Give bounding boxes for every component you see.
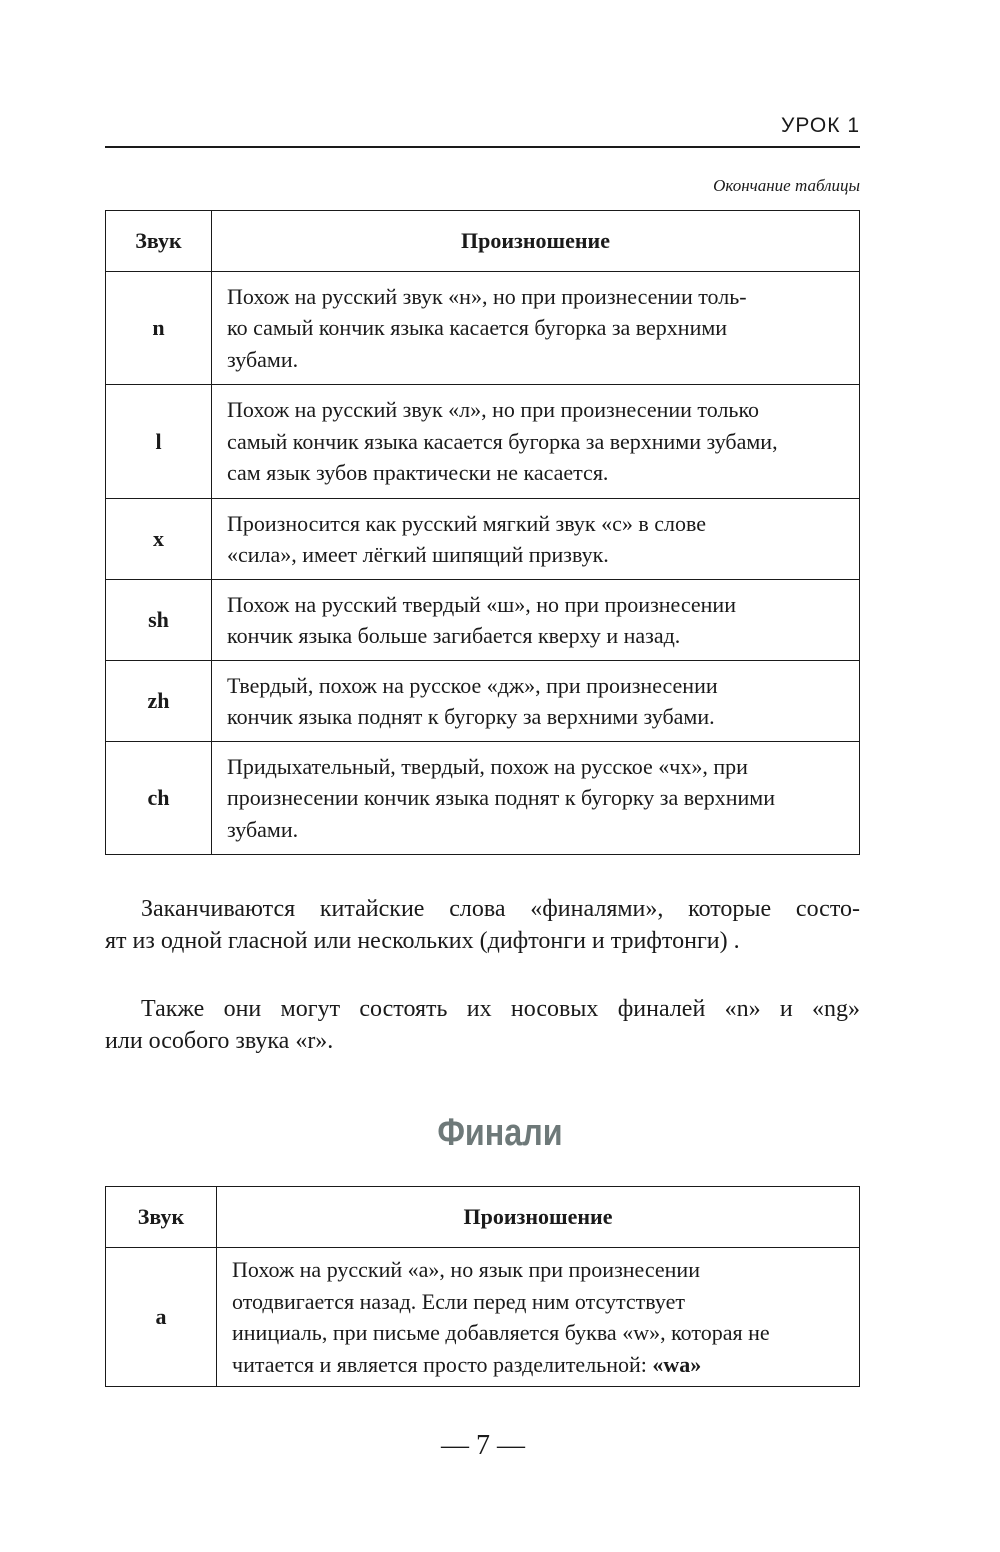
text-line: Заканчиваются китайские слова «финалями», которые состо-: [141, 896, 860, 922]
text-line-content: ко самый кончик языка касается бугорка за верхними: [227, 315, 728, 341]
text-line-content: отодвигается назад. Если перед ним отсутствует: [232, 1288, 685, 1314]
example-syllable: «wa»: [652, 1351, 702, 1377]
table-caption: Окончание таблицы: [713, 176, 860, 195]
text-line: [227, 814, 847, 846]
text-line: [232, 1286, 847, 1318]
table-row: [106, 742, 860, 855]
text-line: Также они могут состоять их носовых финалей «n» и «ng»: [141, 996, 860, 1022]
table-row: [106, 499, 860, 580]
text-line: или особого звука «r».: [105, 1028, 334, 1054]
text-line: [227, 701, 847, 733]
column-header-pronunciation: Произношение: [212, 211, 860, 272]
text-line: [232, 1254, 847, 1286]
paragraph-nasal-finals: [105, 993, 860, 1057]
table-row: [106, 1248, 860, 1387]
section-title: Финали: [437, 1112, 563, 1154]
pronunciation-cell: [217, 1248, 860, 1387]
text-line: [227, 589, 847, 621]
text-line-content: Похож на русский твердый «ш», но при произнесении: [227, 591, 736, 617]
sound-cell: ch: [106, 742, 212, 855]
text-line-content: зубами.: [227, 816, 299, 842]
column-header-sound: Звук: [106, 1187, 217, 1248]
text-line-content: Произносится как русский мягкий звук «с» в слове: [227, 510, 706, 536]
table-row: [106, 385, 860, 499]
text-line: [227, 782, 847, 814]
initials-table-continued: [105, 210, 860, 855]
text-line: [227, 539, 847, 571]
running-title: УРОК 1: [781, 114, 860, 137]
text-line-content: кончик языка больше загибается кверху и назад.: [227, 623, 681, 648]
text-line-content: сам язык зубов практически не касается.: [227, 460, 609, 486]
pronunciation-cell: [212, 272, 860, 385]
text-line: [232, 1317, 847, 1349]
text-line-content: Твердый, похож на русское «дж», при произнесении: [227, 672, 718, 698]
table-row: [106, 580, 860, 661]
table-row: [106, 661, 860, 742]
text-line-content: «сила», имеет лёгкий шипящий призвук.: [227, 542, 609, 567]
text-line: [227, 670, 847, 702]
sound-cell: n: [106, 272, 212, 385]
pronunciation-cell: [212, 385, 860, 499]
text-line-content: зубами.: [227, 346, 299, 372]
text-line-content: читается и является просто разделительной:: [232, 1351, 653, 1377]
text-line: [227, 620, 847, 652]
text-line: [227, 344, 847, 376]
text-line-content: Придыхательный, твердый, похож на русское «чх», при: [227, 753, 748, 779]
text-line: [232, 1349, 847, 1381]
table-row: [106, 272, 860, 385]
column-header-sound: Звук: [106, 211, 212, 272]
sound-cell: l: [106, 385, 212, 499]
text-line: ят из одной гласной или нескольких (дифтонги и трифтонги) .: [105, 928, 740, 954]
finals-table: [105, 1186, 860, 1387]
column-header-pronunciation: Произношение: [217, 1187, 860, 1248]
pronunciation-cell: [212, 661, 860, 742]
text-line: [227, 312, 847, 344]
sound-cell: sh: [106, 580, 212, 661]
page-number: — 7 —: [441, 1430, 525, 1461]
text-line: [227, 751, 847, 783]
text-line-content: произнесении кончик языка поднят к бугорку за верхними: [227, 785, 775, 811]
text-line: [227, 281, 847, 313]
pronunciation-cell: [212, 742, 860, 855]
text-line: [227, 426, 847, 458]
text-line-content: Похож на русский «а», но язык при произнесении: [232, 1257, 700, 1282]
running-header: [105, 112, 860, 148]
pronunciation-cell: [212, 580, 860, 661]
pronunciation-cell: [212, 499, 860, 580]
text-line-content: Похож на русский звук «л», но при произнесении только: [227, 397, 760, 423]
text-line-content: Похож на русский звук «н», но при произнесении толь-: [227, 283, 747, 309]
sound-cell: x: [106, 499, 212, 580]
text-line-content: кончик языка поднят к бугорку за верхними зубами.: [227, 704, 715, 729]
text-line-content: самый кончик языка касается бугорка за верхними зубами,: [227, 428, 778, 454]
text-line-content: инициаль, при письме добавляется буква «w», которая не: [232, 1320, 770, 1345]
sound-cell: zh: [106, 661, 212, 742]
text-line: [227, 394, 847, 426]
sound-cell: a: [106, 1248, 217, 1387]
text-line: [227, 508, 847, 540]
text-line: [227, 457, 847, 489]
paragraph-finals-intro: [105, 893, 860, 957]
